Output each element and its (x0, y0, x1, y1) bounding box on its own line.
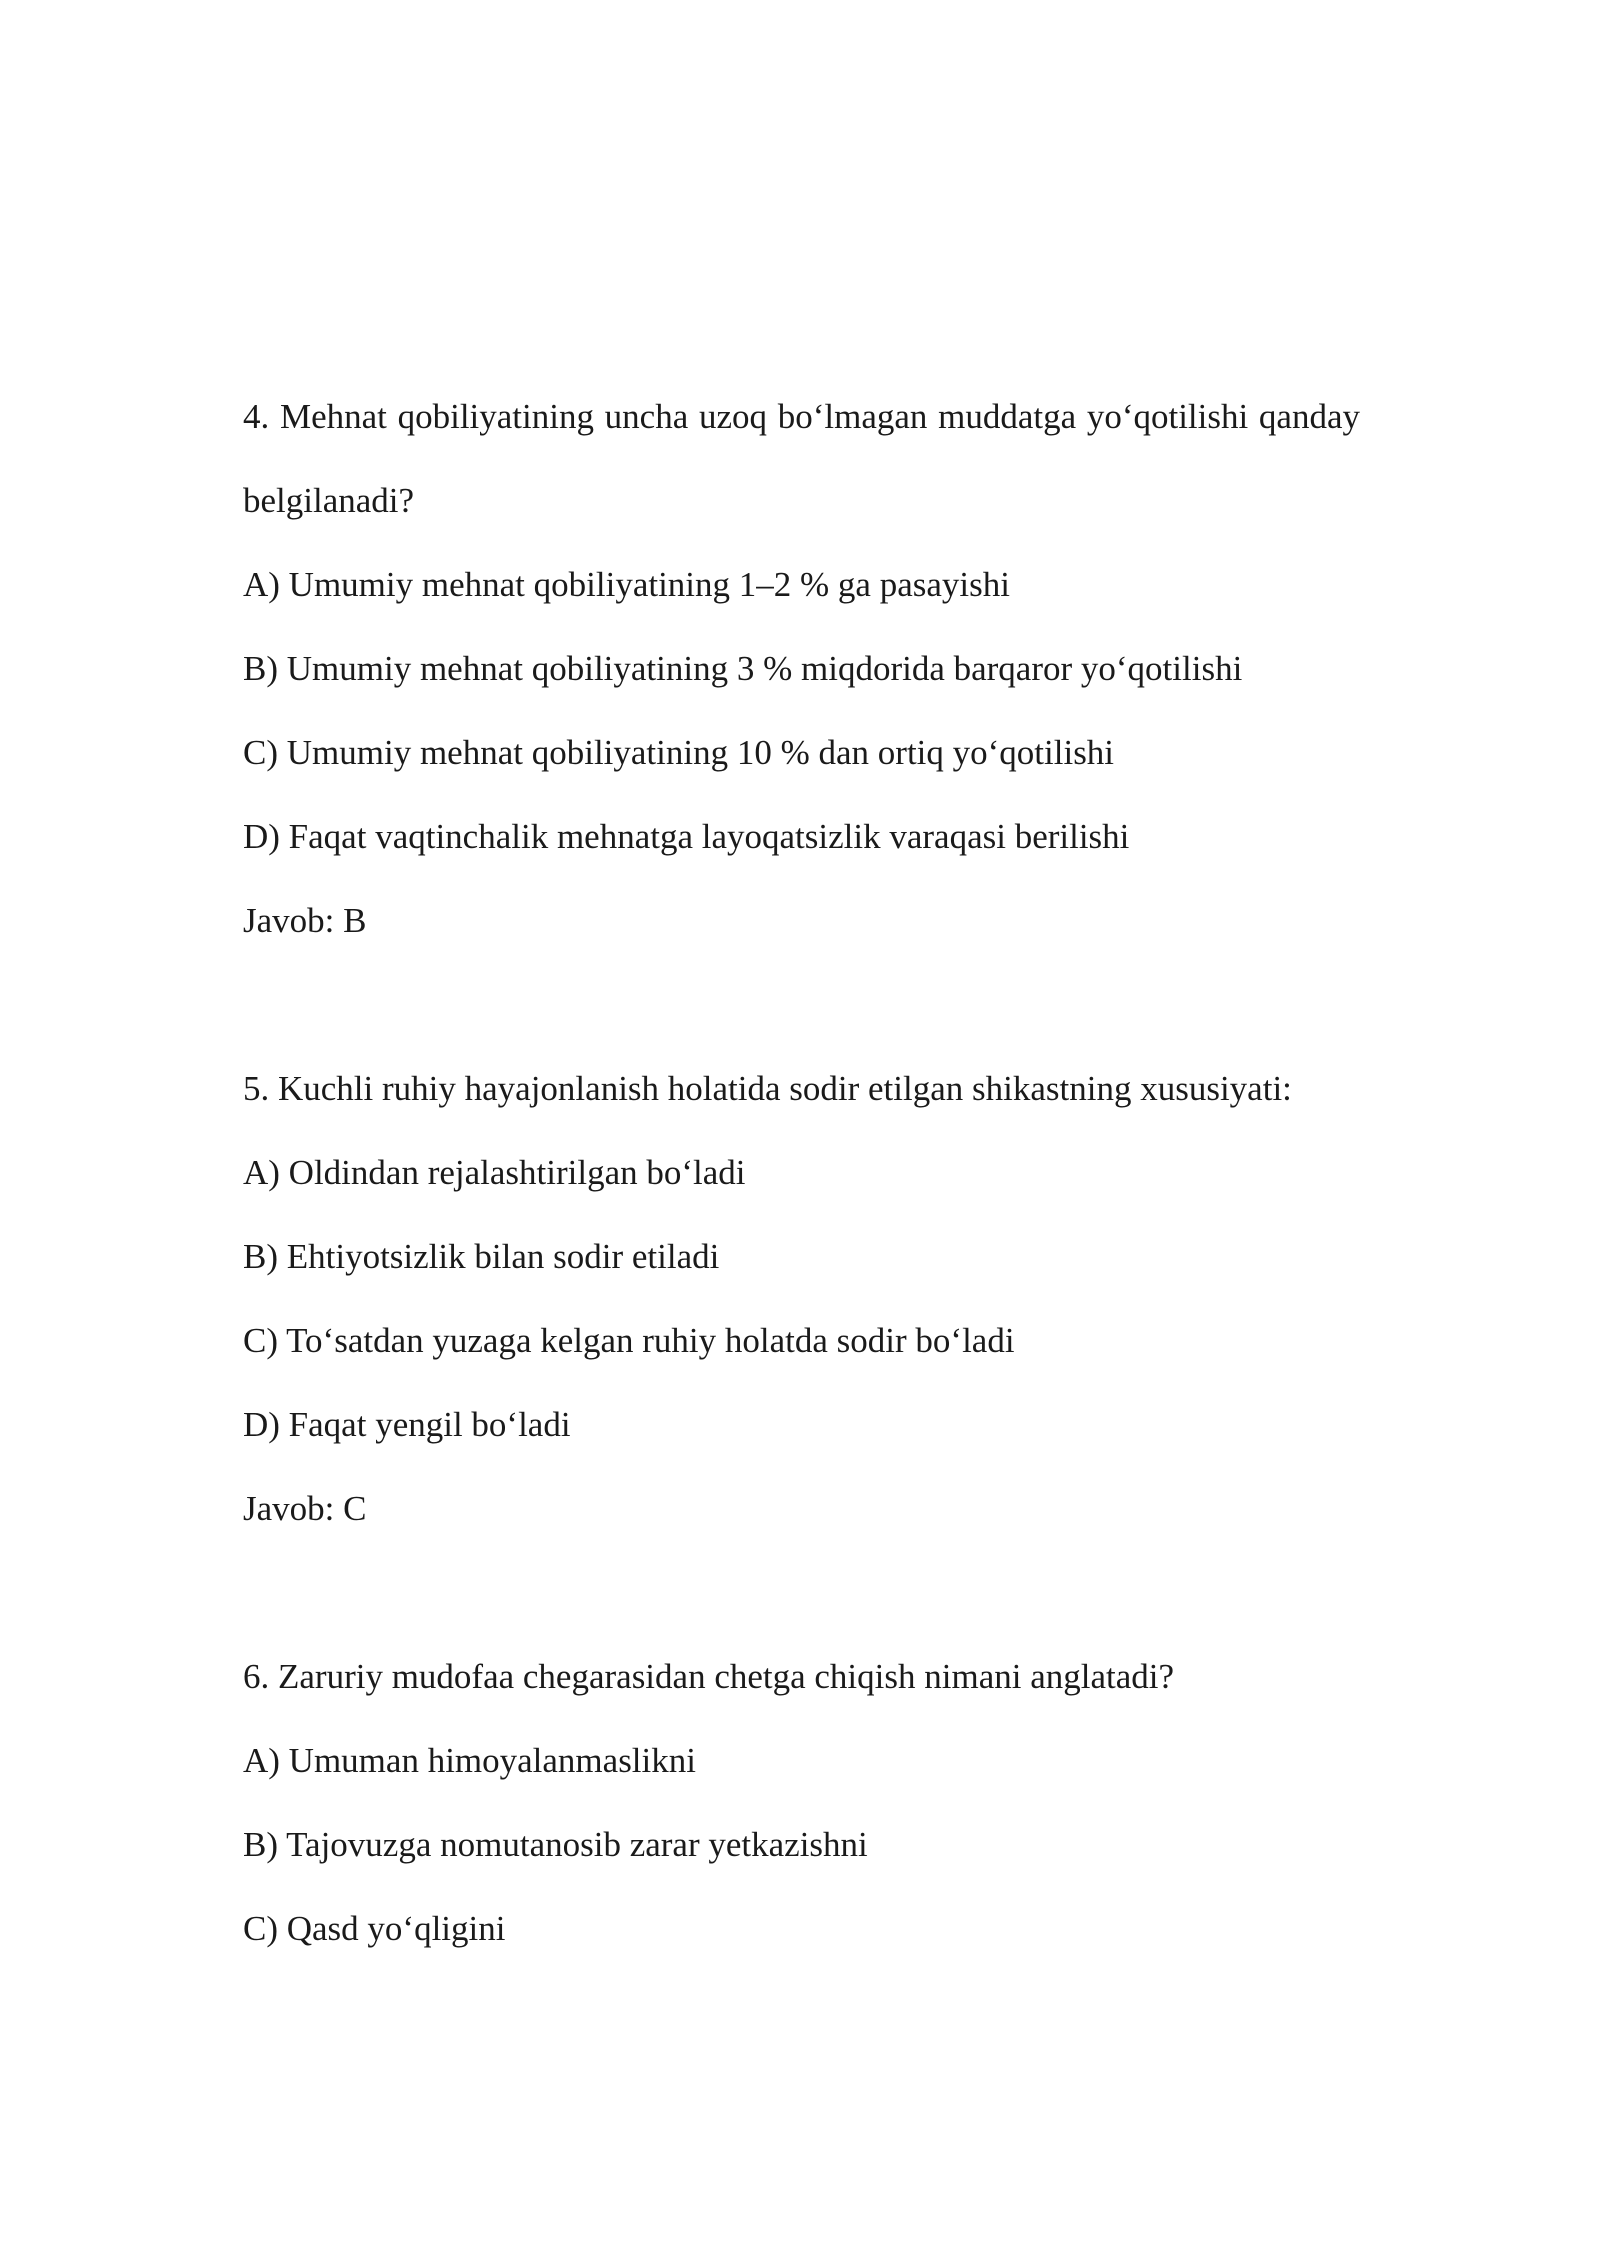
question-body: Mehnat qobiliyatining uncha uzoq bo‘lmagan muddatga yo‘qotilishi qanday belgilanadi? (243, 397, 1360, 520)
option-d: D) Faqat vaqtinchalik mehnatga layoqatsizlik varaqasi berilishi (243, 817, 1130, 856)
question-body: Zaruriy mudofaa chegarasidan chetga chiqish nimani anglatadi? (278, 1657, 1175, 1696)
page-content (243, 375, 1360, 1971)
option-b: B) Tajovuzga nomutanosib zarar yetkazishni (243, 1825, 868, 1864)
option-c: C) To‘satdan yuzaga kelgan ruhiy holatda sodir bo‘ladi (243, 1321, 1015, 1360)
question-5 (243, 1047, 1360, 1551)
spacer (243, 1551, 1360, 1635)
question-6 (243, 1635, 1360, 1971)
option-c: C) Umumiy mehnat qobiliyatining 10 % dan ortiq yo‘qotilishi (243, 733, 1115, 772)
question-4 (243, 375, 1360, 963)
question-text (243, 375, 1360, 543)
question-number: 5. (243, 1069, 270, 1108)
question-text (243, 1635, 1360, 1719)
question-number: 6. (243, 1657, 270, 1696)
question-body: Kuchli ruhiy hayajonlanish holatida sodir etilgan shikastning xususiyati: (278, 1069, 1292, 1108)
option-a: A) Umuman himoyalanmaslikni (243, 1741, 696, 1780)
answer: Javob: B (243, 901, 367, 940)
question-number: 4. (243, 397, 270, 436)
option-b: B) Ehtiyotsizlik bilan sodir etiladi (243, 1237, 720, 1276)
option-d: D) Faqat yengil bo‘ladi (243, 1405, 571, 1444)
option-a: A) Oldindan rejalashtirilgan bo‘ladi (243, 1153, 746, 1192)
spacer (243, 963, 1360, 1047)
answer: Javob: C (243, 1489, 367, 1528)
option-b: B) Umumiy mehnat qobiliyatining 3 % miqdorida barqaror yo‘qotilishi (243, 649, 1243, 688)
option-c: C) Qasd yo‘qligini (243, 1909, 506, 1948)
option-a: A) Umumiy mehnat qobiliyatining 1–2 % ga pasayishi (243, 565, 1010, 604)
question-text (243, 1047, 1360, 1131)
